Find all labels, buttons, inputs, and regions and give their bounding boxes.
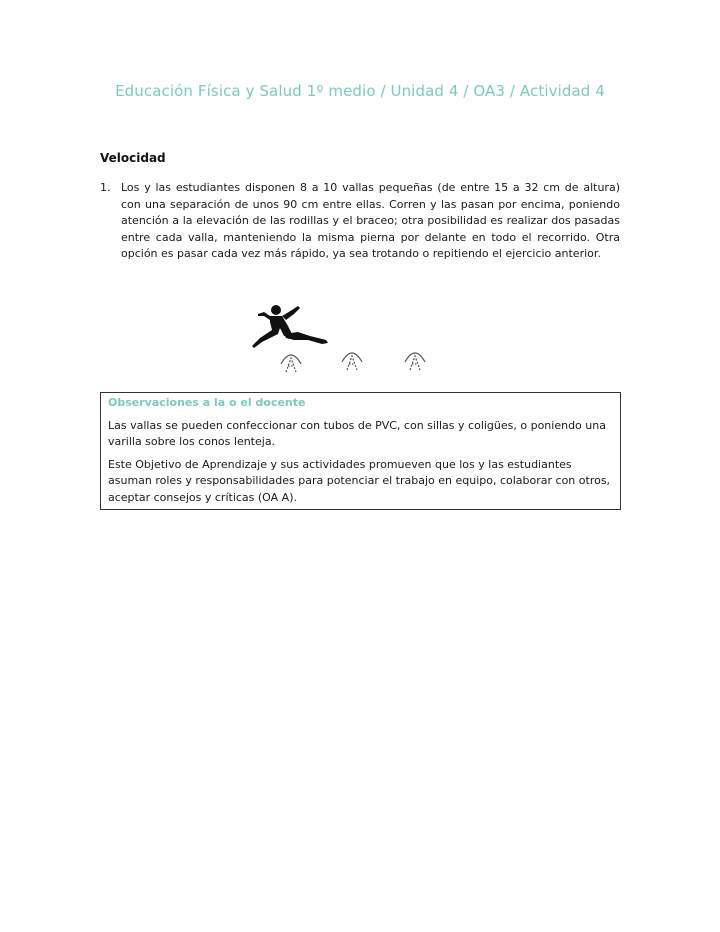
hurdle-1 (281, 355, 301, 372)
page-header: Educación Física y Salud 1º medio / Unidad 4 / OA3 / Actividad 4 (115, 82, 605, 100)
activity-number: 1. (100, 181, 111, 194)
observations-box (100, 392, 621, 510)
observations-title: Observaciones a la o el docente (108, 396, 306, 409)
observations-paragraph: Las vallas se pueden confeccionar con tubos de PVC, con sillas y coligües, o poniendo una varilla sobre los conos lenteja. (108, 418, 606, 449)
hurdle-2 (342, 353, 362, 370)
section-title: Velocidad (100, 151, 166, 165)
hurdle-jumper-icon (248, 302, 438, 380)
activity-item (100, 180, 620, 263)
observations-paragraph: Este Objetivo de Aprendizaje y sus actividades promueven que los y las estudiantes asuman roles y responsabilidades para potenciar el trabajo en equipo, colaborar con otros, aceptar consejos y críticas (OA A). (108, 457, 611, 504)
activity-text: Los y las estudiantes disponen 8 a 10 vallas pequeñas (de entre 15 a 32 cm de altura) con una separación de unos 90 cm entre ellas. Corren y las pasan por encima, poniendo atención a la elevación de las rodillas y el braceo; otra posibilidad es realizar dos pasadas entre cada valla, manteniendo la misma pierna por delante en todo el recorrido. Otra opción es pasar cada vez más rápido, ya sea trotando o repitiendo el ejercicio anterior. (121, 181, 620, 261)
athlete-silhouette (252, 305, 328, 348)
hurdle-3 (405, 353, 425, 370)
activity-list (100, 180, 620, 263)
